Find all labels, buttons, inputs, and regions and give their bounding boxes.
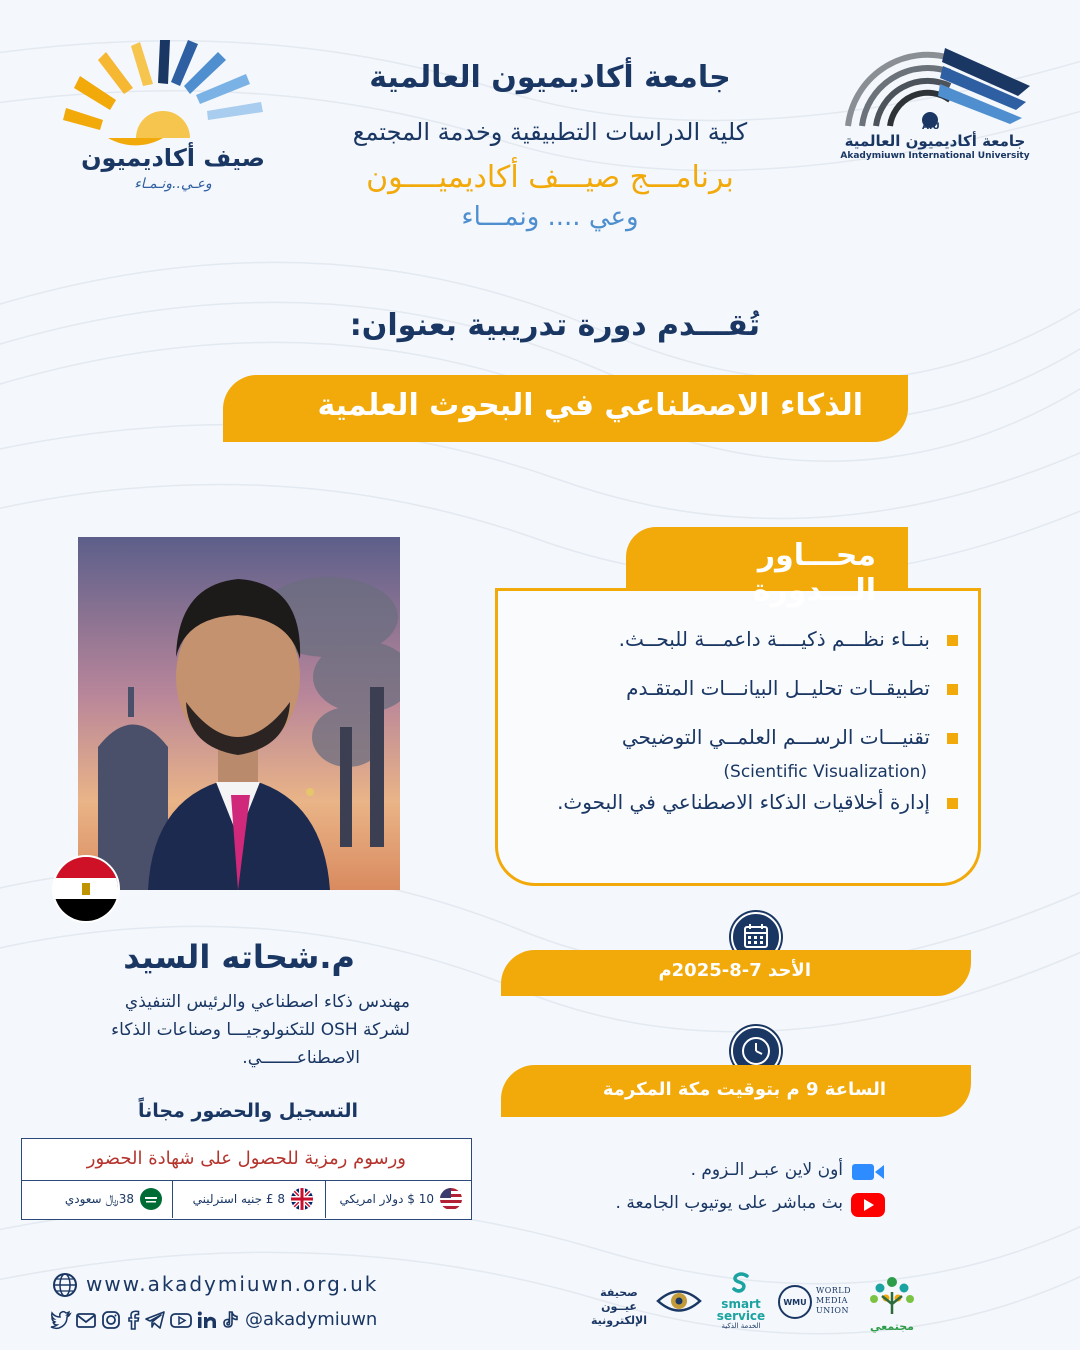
free-registration-text: التسجيل والحضور مجاناً bbox=[138, 1100, 358, 1122]
globe-icon bbox=[52, 1272, 78, 1302]
egypt-flag-icon bbox=[52, 855, 120, 923]
bullet-icon bbox=[947, 635, 958, 646]
linkedin-icon[interactable] bbox=[196, 1310, 218, 1330]
course-axes-title: محـــاور الـــدورة bbox=[752, 538, 876, 608]
uyoon-logo-text: صحيفة عيــون الإلكترونية bbox=[591, 1286, 647, 1327]
speaker-bio-line: الاصطناعـــــــي. bbox=[242, 1048, 360, 1068]
youtube-icon bbox=[850, 1192, 886, 1222]
partner-smart-service-logo bbox=[716, 1272, 766, 1338]
uk-flag-icon bbox=[291, 1188, 313, 1210]
instagram-icon[interactable] bbox=[100, 1310, 122, 1330]
aiu-arabic-name: جامعة أكاديميون العالمية bbox=[844, 132, 1026, 150]
axis-item-3-english: (Scientific Visualization) bbox=[723, 762, 927, 782]
speaker-name: م.شحاته السيد bbox=[123, 938, 355, 976]
axis-item-4: إدارة أخلاقيات الذكاء الاصطناعي في البحوث. bbox=[557, 790, 930, 814]
saudi-flag-icon bbox=[140, 1188, 162, 1210]
mail-icon[interactable] bbox=[75, 1310, 97, 1330]
course-title: الذكاء الاصطناعي في البحوث العلمية bbox=[317, 388, 863, 423]
eye-icon bbox=[656, 1286, 702, 1316]
community-tree-icon bbox=[866, 1274, 918, 1316]
fee-gbp bbox=[173, 1180, 313, 1218]
facebook-icon[interactable] bbox=[125, 1310, 141, 1330]
zoom-delivery-text: أون لاين عبـر الـزوم . bbox=[690, 1160, 843, 1180]
telegram-icon[interactable] bbox=[144, 1310, 166, 1330]
speaker-bio bbox=[60, 988, 410, 1072]
fee-sar-amount: 38﷼ سعودي bbox=[64, 1191, 134, 1206]
aiu-english-name: Akadymiuwn International University bbox=[840, 151, 1030, 161]
course-time: الساعة 9 م بتوقيت مكة المكرمة bbox=[602, 1079, 886, 1100]
social-icons bbox=[50, 1308, 245, 1332]
bullet-icon bbox=[947, 798, 958, 809]
book-arc-icon bbox=[840, 38, 1035, 134]
speaker-bio-line: مهندس ذكاء اصطناعي والرئيس التنفيذي bbox=[124, 992, 410, 1012]
tiktok-icon[interactable] bbox=[221, 1310, 241, 1330]
fee-usd-amount: 10 $ دولار امريكي bbox=[339, 1192, 434, 1206]
speaker-bio-line: لشركة OSH للتكنولوجيـــا وصناعات الذكاء bbox=[111, 1020, 410, 1040]
wmu-text: WORLD MEDIA UNION bbox=[816, 1286, 852, 1315]
summer-program-logo bbox=[58, 38, 268, 198]
program-slogan: وعي .... ونمـــاء bbox=[461, 202, 639, 232]
smart-service-sub: الخدمة الذكية bbox=[721, 1322, 761, 1330]
partner-uyoon-logo bbox=[584, 1284, 704, 1327]
fee-sar bbox=[22, 1180, 162, 1218]
fee-usd bbox=[326, 1180, 462, 1218]
zoom-icon bbox=[850, 1160, 886, 1188]
speaker-photo bbox=[78, 537, 400, 890]
aiu-badge: AIU bbox=[922, 122, 940, 132]
smart-s-icon bbox=[731, 1272, 751, 1294]
website-link[interactable]: www.akadymiuwn.org.uk bbox=[86, 1272, 379, 1296]
bullet-icon bbox=[947, 733, 958, 744]
sun-rays-icon bbox=[58, 38, 268, 148]
partner-mujtamaei-logo bbox=[864, 1274, 920, 1334]
smart-service-text: smart service bbox=[716, 1297, 766, 1323]
partner-wmu-logo bbox=[778, 1283, 860, 1323]
youtube-outline-icon[interactable] bbox=[169, 1310, 193, 1330]
summer-logo-name: صيف أكاديميون bbox=[81, 144, 265, 172]
fees-title: ورسوم رمزية للحصول على شهادة الحضور bbox=[86, 1148, 406, 1169]
course-intro: تُقـــدم دورة تدريبية بعنوان: bbox=[349, 308, 760, 343]
axis-item-1: بنــاء نظـــم ذكيــــة داعمـــة للبحــث. bbox=[618, 627, 930, 651]
twitter-icon[interactable] bbox=[50, 1310, 72, 1330]
university-name: جامعة أكاديميون العالمية bbox=[369, 60, 731, 95]
mujtamaei-text: مجتمعي bbox=[870, 1320, 914, 1333]
fee-gbp-amount: 8 £ جنيه استرليني bbox=[192, 1192, 285, 1206]
usa-flag-icon bbox=[440, 1188, 462, 1210]
wmu-circle-icon: WMU bbox=[778, 1285, 812, 1319]
university-logo bbox=[840, 38, 1035, 168]
youtube-delivery-text: بث مباشر على يوتيوب الجامعة . bbox=[615, 1193, 843, 1213]
college-name: كلية الدراسات التطبيقية وخدمة المجتمع bbox=[352, 118, 748, 146]
axis-item-2: تطبيقــات تحليــل البيانـــات المتقـدم bbox=[626, 676, 930, 700]
bullet-icon bbox=[947, 684, 958, 695]
program-name: برنامـــج صيـــف أكاديميــــون bbox=[366, 160, 734, 195]
course-date: الأحد 7-8-2025م bbox=[658, 960, 811, 981]
axis-item-3: تقنيـــات الرســـم العلمــي التوضيحي bbox=[621, 725, 930, 749]
social-handle[interactable]: @akadymiuwn bbox=[245, 1309, 378, 1330]
summer-logo-tagline: وعـي..ونـمـاء bbox=[134, 176, 212, 192]
